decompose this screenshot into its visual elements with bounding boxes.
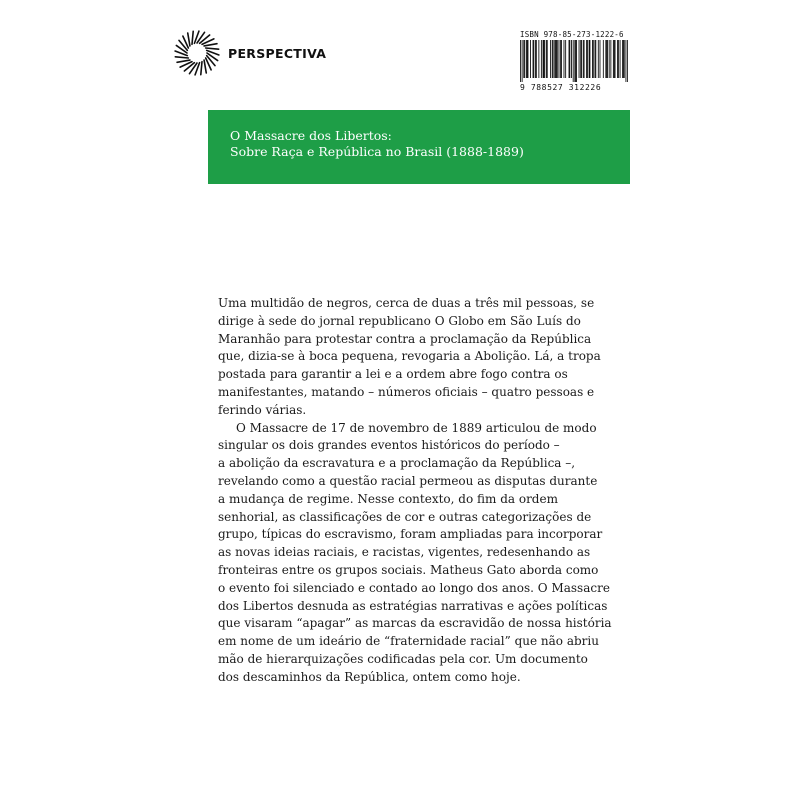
barcode-bar (579, 40, 580, 78)
barcode-bar (617, 40, 618, 78)
sunburst-ray (204, 60, 206, 73)
barcode-bar (603, 40, 604, 78)
synopsis-line: O Massacre de 17 de novembro de 1889 articulou de modo (236, 420, 597, 435)
barcode-bar (559, 40, 560, 78)
book-title-reference: dos Libertos (218, 598, 294, 613)
barcode-bar (557, 40, 558, 78)
book-title: O Massacre dos Libertos: (230, 128, 392, 143)
publisher-logo (170, 26, 326, 80)
barcode-bar (618, 40, 619, 78)
synopsis-line: grupo, típicas do escravismo, foram ampliadas para incorporar (218, 527, 603, 542)
sunburst-icon (170, 26, 224, 80)
barcode-bar (595, 40, 596, 78)
synopsis-line: em nome de um ideário de “fraternidade racial” que não abriu (218, 634, 599, 649)
barcode-bar (607, 40, 608, 78)
book-subtitle: Sobre Raça e República no Brasil (1888-1889) (230, 144, 524, 159)
synopsis-line: que visaram “apagar” as marcas da escravidão de nossa história (218, 616, 612, 631)
synopsis-line (218, 598, 628, 616)
sunburst-ray (175, 57, 188, 58)
barcode-bar (609, 40, 610, 78)
sunburst-ray (206, 48, 219, 49)
barcode-bar (598, 40, 599, 78)
barcode-bar (536, 40, 537, 78)
barcode-bar (564, 40, 565, 78)
barcode-bar (614, 40, 615, 78)
sunburst-ray (201, 62, 202, 75)
barcode-bar (544, 40, 545, 78)
synopsis-line: postada para garantir a lei e a ordem abre fogo contra os (218, 367, 568, 382)
isbn-label: ISBN 978-85-273-1222-6 (520, 30, 624, 39)
title-band (208, 110, 630, 184)
synopsis-paragraph-2 (218, 420, 628, 687)
barcode-bar (555, 40, 556, 78)
barcode-bar (576, 40, 577, 82)
barcode-bar (589, 40, 590, 78)
barcode-bar (627, 40, 628, 82)
sunburst-ray (192, 31, 193, 44)
barcode-bar (550, 40, 551, 78)
barcode-bar (587, 40, 588, 78)
synopsis-line: que, dizia-se à boca pequena, revogaria a Abolição. Lá, a tropa (218, 349, 601, 364)
barcode-bar (606, 40, 607, 78)
synopsis-line: singular os dois grandes eventos históricos do período – (218, 438, 560, 453)
barcode-bar (574, 40, 575, 82)
synopsis-line: mão de hierarquizações codificadas pela cor. Um documento (218, 651, 588, 666)
barcode-bar (533, 40, 534, 78)
barcode-bar (538, 40, 539, 78)
barcode-bar (547, 40, 548, 78)
sunburst-ray (204, 44, 217, 46)
isbn-barcode-block (520, 30, 628, 92)
synopsis-line: a mudança de regime. Nesse contexto, do fim da ordem (218, 491, 558, 506)
synopsis-line: manifestantes, matando – números oficiais – quatro pessoas e (218, 384, 595, 399)
barcode-bar (595, 40, 596, 78)
text-segment: desnuda as estratégias narrativas e ações políticas (293, 598, 608, 613)
barcode-bar (575, 40, 576, 82)
barcode-bar (523, 40, 524, 78)
barcode-bar (593, 40, 594, 78)
book-title-reference: O Globo (434, 313, 484, 328)
barcode-bar (561, 40, 562, 78)
barcode-bar (552, 40, 553, 78)
barcode-bar (613, 40, 614, 78)
barcode-bar (583, 40, 584, 78)
barcode-bar (620, 40, 621, 78)
synopsis-line (218, 313, 628, 331)
synopsis (218, 295, 628, 687)
barcode-bar (554, 40, 555, 78)
barcode-bar (533, 40, 534, 78)
barcode-bar (623, 40, 624, 78)
synopsis-line: Uma multidão de negros, cerca de duas a três mil pessoas, se (218, 296, 595, 310)
barcode-bar (573, 40, 574, 82)
barcode-bar (580, 40, 581, 78)
barcode-bar (600, 40, 601, 78)
synopsis-line: dos descaminhos da República, ontem como hoje. (218, 669, 521, 684)
barcode-bar (565, 40, 566, 78)
barcode-bar (524, 40, 525, 78)
barcode-bar (543, 40, 544, 78)
synopsis-line (218, 580, 628, 598)
barcode-bar (546, 40, 547, 78)
barcode (520, 40, 628, 82)
barcode-bar (560, 40, 561, 78)
text-segment: o evento foi silenciado e contado ao longo dos anos. (218, 580, 538, 595)
barcode-bar (589, 40, 590, 78)
synopsis-line: Maranhão para protestar contra a proclamação da República (218, 331, 592, 346)
book-title-reference: O Massacre (537, 580, 610, 595)
text-segment: dirige à sede do jornal republicano (218, 313, 435, 328)
barcode-bar (520, 40, 521, 82)
barcode-bar (625, 40, 626, 82)
synopsis-line: revelando como a questão racial permeou as disputas durante (218, 473, 598, 488)
barcode-bar (527, 40, 528, 78)
publisher-name: PERSPECTIVA (228, 45, 327, 61)
barcode-bar (610, 40, 611, 78)
barcode-bar (581, 40, 582, 78)
barcode-bar (543, 40, 544, 78)
barcode-bar (556, 40, 557, 78)
barcode-bar (528, 40, 529, 78)
barcode-digits: 9 788527 312226 (520, 83, 602, 92)
sunburst-ray (188, 33, 190, 46)
barcode-bar (530, 40, 531, 78)
barcode-bar (569, 40, 570, 78)
barcode-bar (624, 40, 625, 78)
synopsis-line: a abolição da escravatura e a proclamação da República –, (218, 456, 576, 471)
barcode-bar (553, 40, 554, 78)
barcode-bar (571, 40, 572, 78)
barcode-bar (622, 40, 623, 78)
synopsis-line: ferindo várias. (218, 402, 307, 417)
text-segment: em São Luís do (483, 313, 581, 328)
barcode-bar (584, 40, 585, 78)
barcode-bar (526, 40, 527, 78)
barcode-bar (522, 40, 523, 82)
barcode-bar (535, 40, 536, 78)
barcode-bar (586, 40, 587, 78)
barcode-bar (592, 40, 593, 78)
barcode-bar (541, 40, 542, 78)
synopsis-line: as novas ideias raciais, e racistas, vigentes, redesenhando as (218, 545, 591, 560)
barcode-bar (605, 40, 606, 78)
synopsis-line: fronteiras entre os grupos sociais. Matheus Gato aborda como (218, 562, 599, 577)
sunburst-ray (177, 60, 190, 62)
barcode-bar (569, 40, 570, 78)
synopsis-paragraph-1 (218, 295, 628, 420)
synopsis-line: senhorial, as classificações de cor e outras categorizações de (218, 509, 592, 524)
barcode-bar (615, 40, 616, 78)
